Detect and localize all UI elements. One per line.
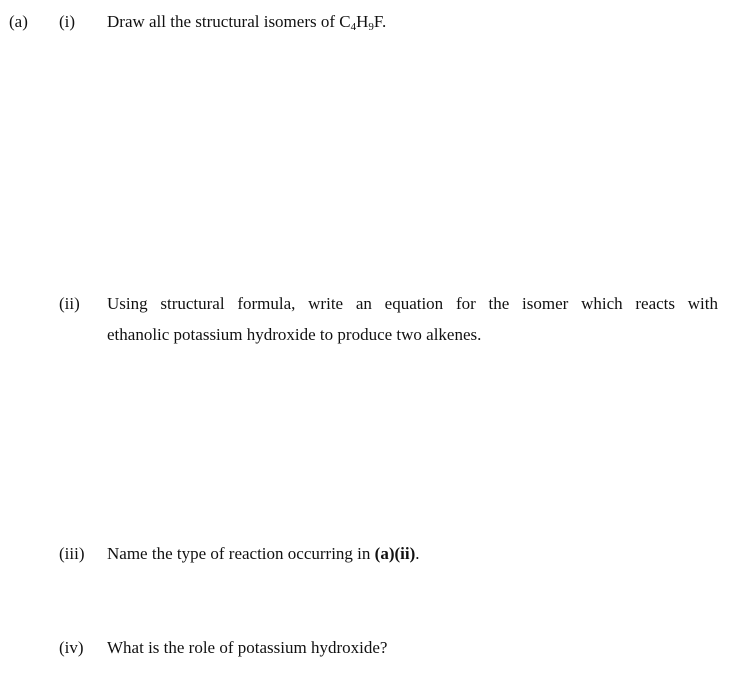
- formula-subscript-c: 4: [350, 21, 357, 33]
- subquestion-label-iv: (iv): [59, 638, 84, 657]
- subquestion-iii-text-end: .: [415, 544, 420, 563]
- subquestion-iv-text: [107, 639, 387, 656]
- formula-subscript-h: 9: [368, 21, 374, 33]
- subquestion-i-text-start: Draw all the structural isomers of C: [107, 12, 351, 31]
- part-label: (a): [9, 12, 28, 31]
- subquestion-label-iii: (iii): [59, 544, 85, 563]
- subquestion-iii-text: [107, 545, 420, 562]
- subquestion-iv-text-body: What is the role of potassium hydroxide?: [107, 638, 388, 657]
- subquestion-ii-text: [107, 295, 718, 343]
- formula-end: F.: [373, 12, 387, 31]
- subquestion-i-text: [107, 12, 387, 33]
- formula-h: H: [356, 12, 369, 31]
- subquestion-ii-line-2: ethanolic potassium hydroxide to produce two alkenes.: [107, 325, 482, 344]
- subquestion-label-i: (i): [59, 12, 76, 31]
- subquestion-iii-reference: (a)(ii): [374, 544, 416, 563]
- subquestion-label-ii: (ii): [59, 294, 80, 313]
- subquestion-iii-text-start: Name the type of reaction occurring in: [107, 544, 375, 563]
- subquestion-ii-line-1: Using structural formula, write an equation for the isomer which reacts with: [107, 294, 718, 313]
